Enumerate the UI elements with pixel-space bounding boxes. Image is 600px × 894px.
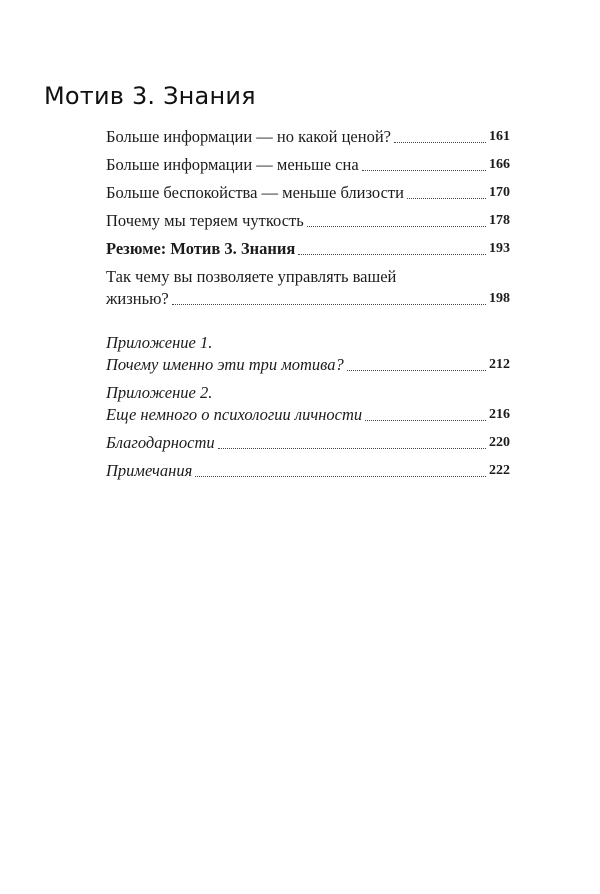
toc-appendix-entry[interactable] bbox=[106, 382, 510, 426]
dot-leader bbox=[394, 142, 486, 143]
toc-entry-title-line1: Так чему вы позволяете управлять вашей bbox=[106, 267, 397, 286]
toc-entry-title: Еще немного о психологии личности bbox=[106, 405, 363, 424]
toc-appendix-entry[interactable] bbox=[106, 460, 510, 482]
dot-leader bbox=[172, 304, 486, 305]
toc-entry-summary[interactable] bbox=[106, 238, 510, 260]
section-title: Мотив 3. Знания bbox=[44, 82, 256, 110]
dot-leader bbox=[218, 448, 486, 449]
toc-entry-title: Благодарности bbox=[106, 433, 215, 452]
toc-page-number: 178 bbox=[489, 213, 510, 228]
toc-page-number: 220 bbox=[489, 435, 510, 450]
dot-leader bbox=[365, 420, 486, 421]
toc-appendix-entry[interactable] bbox=[106, 332, 510, 376]
toc-entry[interactable] bbox=[106, 210, 510, 232]
dot-leader bbox=[407, 198, 486, 199]
toc-page-number: 170 bbox=[489, 185, 510, 200]
dot-leader bbox=[347, 370, 486, 371]
toc-entry[interactable] bbox=[106, 182, 510, 204]
toc-entry-title: Больше информации — но какой ценой? bbox=[106, 127, 391, 146]
table-of-contents bbox=[106, 126, 510, 488]
toc-entry-title: Почему мы теряем чуткость bbox=[106, 211, 304, 230]
toc-page-number: 161 bbox=[489, 129, 510, 144]
toc-entry-title: Примечания bbox=[106, 461, 193, 480]
toc-appendix-entry[interactable] bbox=[106, 432, 510, 454]
toc-page-number: 193 bbox=[489, 241, 510, 256]
dot-leader bbox=[298, 254, 486, 255]
toc-entry-title: Больше информации — меньше сна bbox=[106, 155, 359, 174]
toc-page-number: 222 bbox=[489, 463, 510, 478]
toc-page-number: 212 bbox=[489, 357, 510, 372]
toc-entry-title-line1: Приложение 1. bbox=[106, 333, 213, 352]
toc-page-number: 166 bbox=[489, 157, 510, 172]
dot-leader bbox=[362, 170, 486, 171]
toc-entry-title-line1: Приложение 2. bbox=[106, 383, 213, 402]
toc-entry-title: Больше беспокойства — меньше близости bbox=[106, 183, 404, 202]
toc-page-number: 198 bbox=[489, 291, 510, 306]
toc-entry-title: жизнью? bbox=[106, 289, 169, 308]
toc-entry[interactable] bbox=[106, 154, 510, 176]
toc-entry[interactable] bbox=[106, 126, 510, 148]
dot-leader bbox=[307, 226, 486, 227]
toc-page-number: 216 bbox=[489, 407, 510, 422]
toc-entry-title: Почему именно эти три мотива? bbox=[106, 355, 344, 374]
dot-leader bbox=[195, 476, 486, 477]
toc-entry-title: Резюме: Мотив 3. Знания bbox=[106, 239, 296, 258]
toc-entry[interactable] bbox=[106, 266, 510, 310]
